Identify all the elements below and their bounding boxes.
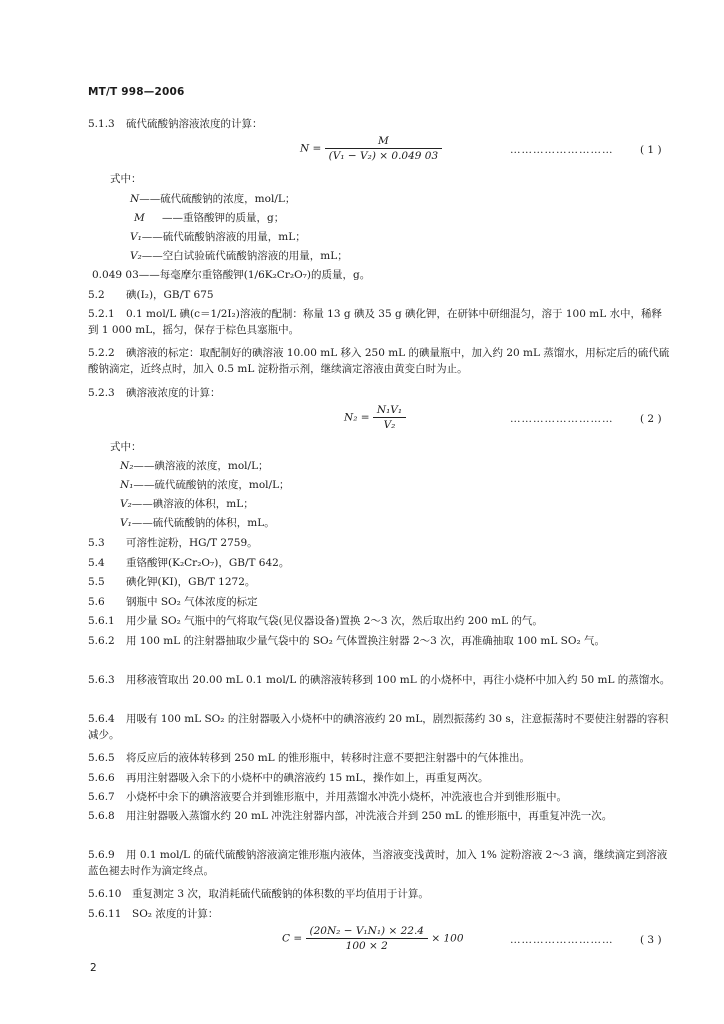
clause-number: 5.6.5 bbox=[88, 752, 115, 764]
clause-5-6-11 bbox=[88, 906, 218, 922]
clause-text: 碘(I₂)，GB/T 675 bbox=[126, 289, 214, 301]
clause-number: 5.6.8 bbox=[88, 810, 115, 822]
clause-text: 小烧杯中余下的碘溶液要合并到锥形瓶中，并用蒸馏水冲洗小烧杯，冲洗液也合并到锥形瓶中。 bbox=[126, 791, 567, 803]
fraction-numerator: N₁V₁ bbox=[373, 403, 406, 418]
clause-5-6-9 bbox=[88, 847, 672, 879]
clause-5-2-1 bbox=[88, 306, 672, 338]
clause-5-2-2 bbox=[88, 345, 672, 377]
clause-5-6-10 bbox=[88, 886, 672, 902]
clause-number: 5.6.2 bbox=[88, 635, 115, 647]
clause-text: SO₂ 浓度的计算： bbox=[132, 908, 219, 920]
clause-text: 硫代硫酸钠溶液浓度的计算： bbox=[126, 118, 263, 130]
clause-number: 5.6.7 bbox=[88, 791, 115, 803]
clause-5-6-4 bbox=[88, 711, 672, 743]
variable-description: 硫代硫酸钠的体积，mL。 bbox=[152, 517, 275, 529]
variable-definition bbox=[120, 515, 275, 531]
equation-lhs: N₂ = bbox=[344, 411, 370, 424]
variable-symbol: N₂—— bbox=[120, 460, 155, 472]
equation-fraction bbox=[325, 134, 442, 163]
equation-leader-dots: ……………………… bbox=[510, 934, 614, 946]
clause-number: 5.2.3 bbox=[88, 387, 115, 399]
clause-text: 0.1 mol/L 碘(c＝1/2I₂)溶液的配制：称量 13 g 碘及 35 g 碘化钾，在研钵中研细混匀，溶于 100 mL 水中，稀释到 1 000 mL，摇匀，保存于棕色具塞瓶中。 bbox=[88, 308, 663, 336]
variable-symbol: V₂—— bbox=[130, 250, 163, 262]
clause-number: 5.6.6 bbox=[88, 772, 115, 784]
clause-text: 用移液管取出 20.00 mL 0.1 mol/L 的碘溶液转移到 100 mL 的小烧杯中，再往小烧杯中加入约 50 mL 的蒸馏水。 bbox=[126, 674, 671, 686]
clause-text: 用吸有 100 mL SO₂ 的注射器吸入小烧杯中的碘溶液约 20 mL，剧烈振荡约 30 s，注意振荡时不要使注射器的容积减少。 bbox=[88, 713, 669, 741]
clause-text: 重复测定 3 次，取消耗硫代硫酸钠的体积数的平均值用于计算。 bbox=[132, 888, 429, 900]
equation-leader-dots: ……………………… bbox=[510, 413, 614, 425]
variable-definition bbox=[134, 210, 284, 226]
clause-text: 用 0.1 mol/L 的硫代硫酸钠溶液滴定锥形瓶内液体，当溶液变浅黄时，加入 1% 淀粉溶液 2～3 滴，继续滴定到溶液蓝色褪去时作为滴定终点。 bbox=[88, 849, 668, 877]
clause-5-3 bbox=[88, 535, 258, 551]
variable-description: ——重铬酸钾的质量，g； bbox=[162, 212, 285, 224]
clause-text: 用少量 SO₂ 气瓶中的气将取气袋(见仪器设备)置换 2～3 次，然后取出约 200 mL 的气。 bbox=[126, 615, 543, 627]
clause-number: 5.6.11 bbox=[88, 908, 122, 920]
fraction-numerator: M bbox=[325, 134, 442, 149]
fraction-denominator: 100 × 2 bbox=[345, 940, 388, 952]
clause-number: 5.4 bbox=[88, 557, 105, 569]
fraction-denominator: V₂ bbox=[383, 419, 396, 431]
variable-definition bbox=[120, 458, 269, 474]
variable-definition bbox=[120, 477, 290, 493]
where-title: 式中： bbox=[110, 441, 142, 453]
clause-5-6-3 bbox=[88, 672, 672, 688]
clause-5-5 bbox=[88, 574, 255, 590]
equation-1 bbox=[300, 134, 442, 163]
equation-number: ( 3 ) bbox=[640, 934, 662, 946]
variable-symbol: N—— bbox=[130, 193, 161, 205]
clause-number: 5.6.4 bbox=[88, 713, 115, 725]
equation-number: ( 1 ) bbox=[640, 144, 662, 156]
clause-text: 重铬酸钾(K₂Cr₂O₇)，GB/T 642。 bbox=[126, 557, 290, 569]
clause-number: 5.5 bbox=[88, 576, 105, 588]
clause-number: 5.6.1 bbox=[88, 615, 115, 627]
clause-number: 5.6.10 bbox=[88, 888, 122, 900]
variable-definition-constant: 0.049 03——每毫摩尔重铬酸钾(1/6K₂Cr₂O₇)的质量，g。 bbox=[92, 269, 371, 281]
variable-definition bbox=[130, 229, 306, 245]
clause-number: 5.1.3 bbox=[88, 118, 115, 130]
equation-fraction bbox=[306, 924, 428, 953]
variable-symbol: V₁—— bbox=[120, 517, 153, 529]
clause-5-6-5 bbox=[88, 750, 672, 766]
clause-5-6 bbox=[88, 594, 258, 610]
where-title: 式中： bbox=[110, 173, 142, 185]
variable-description: 碘溶液的体积，mL； bbox=[152, 498, 254, 510]
variable-description: 硫代硫酸钠溶液的用量，mL； bbox=[162, 231, 306, 243]
clause-5-1-3 bbox=[88, 116, 263, 132]
clause-text: 钢瓶中 SO₂ 气体浓度的标定 bbox=[126, 596, 258, 608]
clause-5-4 bbox=[88, 555, 289, 571]
equation-lhs: N = bbox=[300, 142, 322, 155]
clause-text: 可溶性淀粉，HG/T 2759。 bbox=[126, 537, 258, 549]
clause-5-6-1 bbox=[88, 613, 672, 629]
clause-number: 5.2.2 bbox=[88, 347, 115, 359]
clause-text: 碘溶液的标定：取配制好的碘溶液 10.00 mL 移入 250 mL 的碘量瓶中，加入约 20 mL 蒸馏水，用标定后的硫代硫酸钠滴定，近终点时，加入 0.5 mL 淀粉指示剂，继续滴定溶液由黄变白时为止。 bbox=[88, 347, 670, 375]
clause-5-6-2 bbox=[88, 633, 672, 649]
clause-text: 用注射器吸入蒸馏水约 20 mL 冲洗注射器内部，冲洗液合并到 250 mL 的锥形瓶中，再重复冲洗一次。 bbox=[126, 810, 613, 822]
clause-text: 将反应后的液体转移到 250 mL 的锥形瓶中，转移时注意不要把注射器中的气体推出。 bbox=[126, 752, 530, 764]
variable-description: 碘溶液的浓度，mol/L； bbox=[154, 460, 269, 472]
equation-2 bbox=[344, 403, 406, 432]
equation-leader-dots: ……………………… bbox=[510, 144, 614, 156]
clause-5-6-6 bbox=[88, 770, 672, 786]
variable-description: 硫代硫酸钠的浓度，mol/L； bbox=[160, 193, 296, 205]
clause-number: 5.2.1 bbox=[88, 308, 115, 320]
variable-symbol: N₁—— bbox=[120, 479, 155, 491]
variable-definition bbox=[130, 191, 295, 207]
variable-description: 硫代硫酸钠的浓度，mol/L； bbox=[154, 479, 290, 491]
variable-symbol: M bbox=[134, 212, 145, 224]
variable-definition bbox=[130, 248, 348, 264]
clause-text: 碘溶液浓度的计算： bbox=[126, 387, 221, 399]
clause-5-2 bbox=[88, 287, 214, 303]
fraction-numerator: (20N₂ − V₁N₁) × 22.4 bbox=[306, 924, 428, 939]
equation-multiplier: × 100 bbox=[431, 932, 464, 945]
variable-symbol: V₁—— bbox=[130, 231, 163, 243]
clause-text: 用 100 mL 的注射器抽取少量气袋中的 SO₂ 气体置换注射器 2～3 次，再准确抽取 100 mL SO₂ 气。 bbox=[126, 635, 606, 647]
clause-number: 5.6.3 bbox=[88, 674, 115, 686]
variable-definition bbox=[120, 496, 254, 512]
fraction-denominator: (V₁ − V₂) × 0.049 03 bbox=[328, 150, 439, 162]
document-code: MT/T 998—2006 bbox=[88, 86, 185, 98]
equation-3 bbox=[282, 924, 464, 953]
clause-number: 5.6.9 bbox=[88, 849, 115, 861]
equation-lhs: C = bbox=[282, 932, 303, 945]
clause-text: 碘化钾(KI)，GB/T 1272。 bbox=[126, 576, 256, 588]
clause-5-2-3 bbox=[88, 385, 221, 401]
clause-text: 再用注射器吸入余下的小烧杯中的碘溶液约 15 mL，操作如上，再重复两次。 bbox=[126, 772, 489, 784]
equation-fraction bbox=[373, 403, 406, 432]
variable-description: 空白试验硫代硫酸钠溶液的用量，mL； bbox=[162, 250, 348, 262]
clause-number: 5.3 bbox=[88, 537, 105, 549]
page-number: 2 bbox=[90, 962, 97, 974]
equation-number: ( 2 ) bbox=[640, 413, 662, 425]
clause-number: 5.6 bbox=[88, 596, 105, 608]
variable-symbol: V₂—— bbox=[120, 498, 153, 510]
clause-number: 5.2 bbox=[88, 289, 105, 301]
clause-5-6-7 bbox=[88, 789, 672, 805]
clause-5-6-8 bbox=[88, 808, 672, 824]
